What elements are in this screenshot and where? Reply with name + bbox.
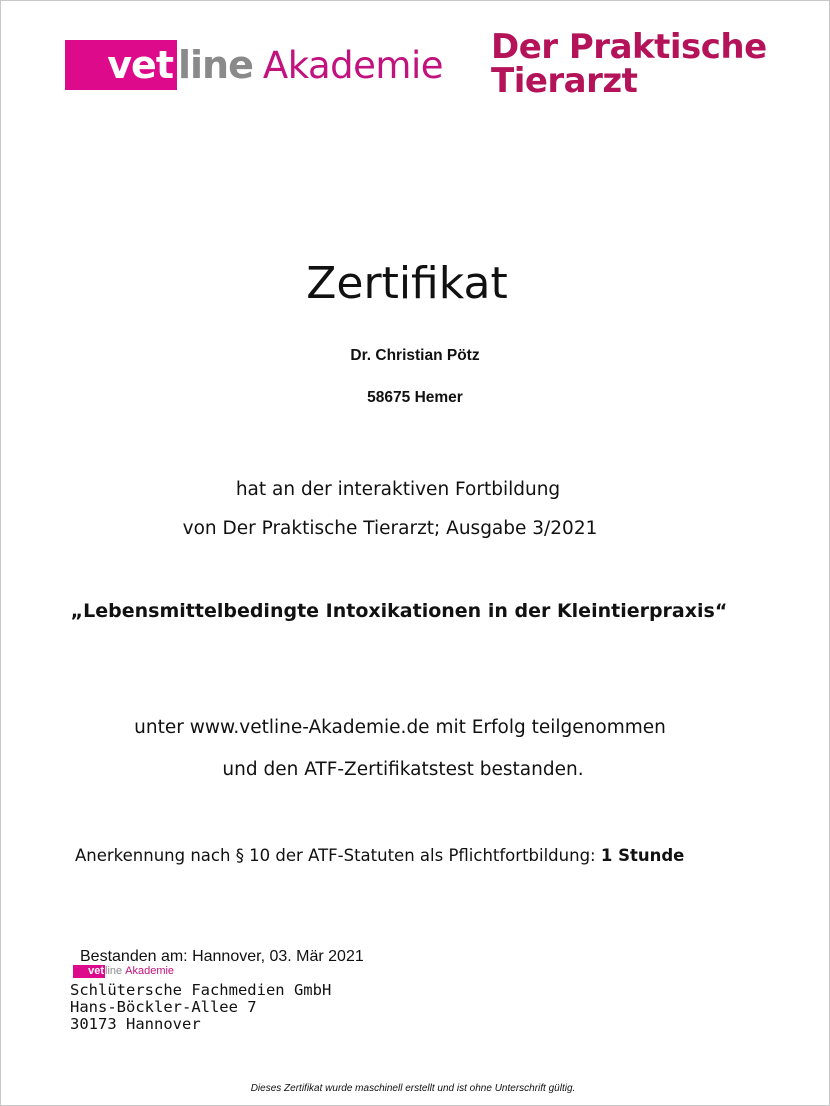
vetline-logo-vet-box (65, 40, 177, 90)
publisher-address (70, 982, 331, 1033)
recipient-city: 58675 Hemer (367, 389, 463, 406)
small-vetline-akademie-logo (73, 965, 174, 978)
recipient-name: Dr. Christian Pötz (350, 347, 480, 364)
passed-date: Bestanden am: Hannover, 03. Mär 2021 (80, 948, 364, 965)
dpt-logo-line1: Der Praktische (491, 27, 767, 67)
address-street: Hans-Böckler-Allee 7 (70, 998, 257, 1016)
recognition-hours: 1 Stunde (600, 846, 685, 865)
vetline-logo-akademie: Akademie (262, 43, 443, 87)
outro-line-1: unter www.vetline-Akademie.de mit Erfolg teilgenommen (134, 717, 666, 738)
vetline-logo-vet: vet (107, 43, 173, 87)
address-city: 30173 Hannover (70, 1015, 201, 1033)
address-company: Schlütersche Fachmedien GmbH (70, 981, 332, 999)
course-title: „Lebensmittelbedingte Intoxikationen in der Kleintierpraxis“ (70, 600, 728, 622)
small-logo-akademie: Akademie (125, 965, 175, 977)
small-logo-line: line (105, 965, 123, 977)
intro-line-2: von Der Praktische Tierarzt; Ausgabe 3/2021 (182, 518, 598, 539)
certificate-title: Zertifikat (306, 258, 508, 309)
vetline-akademie-logo (65, 40, 443, 90)
disclaimer: Dieses Zertifikat wurde maschinell erstellt und ist ohne Unterschrift gültig. (250, 1083, 576, 1094)
recognition-text: Anerkennung nach § 10 der ATF-Statuten als Pflichtfortbildung: (75, 846, 601, 865)
outro-line-2: und den ATF-Zertifikatstest bestanden. (222, 759, 584, 780)
dpt-logo-line2: Tierarzt (491, 61, 638, 101)
small-logo-vet: vet (88, 965, 104, 977)
recognition-statement (75, 846, 684, 865)
der-praktische-tierarzt-logo (491, 27, 791, 101)
vetline-logo-line: line (178, 43, 253, 87)
small-logo-vet-box (73, 965, 105, 978)
intro-line-1: hat an der interaktiven Fortbildung (235, 479, 561, 500)
